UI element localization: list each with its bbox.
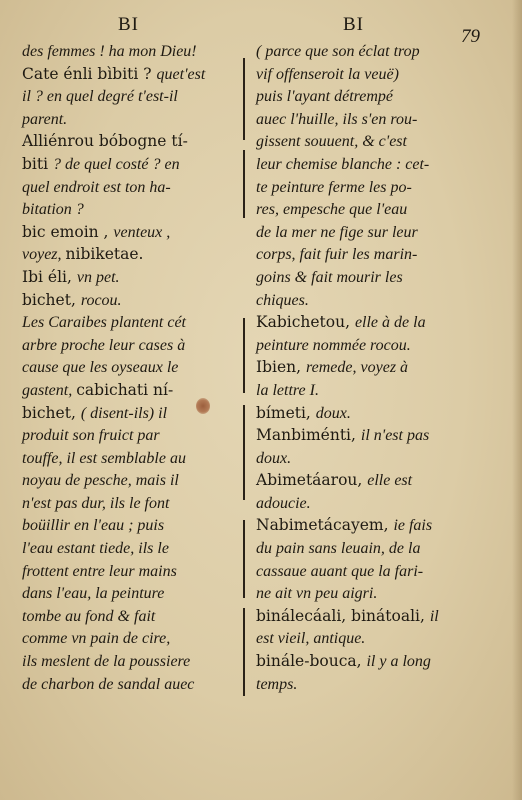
italic-text: leur chemise blanche : cet- <box>256 155 430 173</box>
text-line <box>256 379 504 402</box>
italic-text: du pain sans leuain, de la <box>256 540 421 558</box>
text-line <box>22 379 240 402</box>
text-line <box>256 514 504 537</box>
italic-text: bitation ? <box>22 201 84 219</box>
text-line <box>22 334 240 357</box>
text-line <box>22 130 240 153</box>
italic-text: il ? en quel degré t'est-il <box>22 88 178 106</box>
right-column <box>256 40 504 695</box>
italic-text: touffe, il est semblable au <box>22 449 186 467</box>
ink-stain <box>196 398 210 414</box>
text-line <box>22 673 240 696</box>
column-rule <box>243 58 245 140</box>
roman-text: Ibien, <box>256 358 307 377</box>
text-line <box>256 605 504 628</box>
text-line <box>256 176 504 199</box>
italic-text: produit son fruict par <box>22 427 160 445</box>
text-line <box>256 650 504 673</box>
text-line <box>256 108 504 131</box>
text-line <box>22 176 240 199</box>
column-rule <box>243 150 245 218</box>
italic-text: Les Caraibes plantent cét <box>22 314 186 332</box>
italic-text: vif offenseroit la veuë) <box>256 65 399 83</box>
italic-text: doux. <box>315 404 351 422</box>
roman-text: binálecáali, binátoali, <box>256 606 430 625</box>
text-line <box>256 130 504 153</box>
italic-text: tombe au fond & fait <box>22 607 156 625</box>
italic-text: remede, voyez à <box>306 359 409 377</box>
text-line <box>256 63 504 86</box>
italic-text: frottent entre leur mains <box>22 562 177 580</box>
text-line <box>256 469 504 492</box>
italic-text: temps. <box>256 675 298 693</box>
text-line <box>256 560 504 583</box>
italic-text: parent. <box>22 110 68 128</box>
text-line <box>256 492 504 515</box>
text-line <box>22 627 240 650</box>
text-line <box>22 266 240 289</box>
italic-text: ne ait vn peu aigri. <box>256 585 378 603</box>
text-line <box>22 356 240 379</box>
text-line <box>256 537 504 560</box>
italic-text: goins & fait mourir les <box>256 268 403 286</box>
italic-text: voyez, <box>22 246 66 264</box>
italic-text: ie fais <box>393 517 433 535</box>
italic-text: ? de quel costé ? en <box>53 155 180 173</box>
text-line <box>256 582 504 605</box>
text-line <box>256 221 504 244</box>
text-line <box>22 289 240 312</box>
italic-text: vn pet. <box>76 268 120 286</box>
italic-text: ( disent-ils) il <box>80 404 168 422</box>
roman-text: Manbiménti, <box>256 426 361 445</box>
italic-text: ( parce que son éclat trop <box>256 43 420 60</box>
text-line <box>256 627 504 650</box>
italic-text: il n'est pas <box>360 427 430 445</box>
roman-text: Nabimetácayem, <box>256 516 394 535</box>
roman-text: bic emoin , <box>22 222 114 241</box>
italic-text: arbre proche leur cases à <box>22 336 186 354</box>
roman-text: Abimetáarou, <box>256 471 368 490</box>
text-line <box>256 673 504 696</box>
italic-text: adoucie. <box>256 494 311 512</box>
text-line <box>22 492 240 515</box>
roman-text: biti <box>22 154 53 173</box>
italic-text: de la mer ne fige sur leur <box>256 223 418 241</box>
italic-text: cassaue auant que la fari- <box>256 562 424 580</box>
left-column <box>22 40 240 695</box>
italic-text: corps, fait fuir les marin- <box>256 246 418 264</box>
roman-text: Ibi éli, <box>22 267 77 286</box>
italic-text: res, empesche que l'eau <box>256 201 408 219</box>
text-line <box>22 560 240 583</box>
roman-text: nibiketae. <box>65 245 144 264</box>
text-line <box>22 40 240 63</box>
text-line <box>256 289 504 312</box>
text-line <box>256 447 504 470</box>
italic-text: la lettre I. <box>256 381 319 399</box>
italic-text: noyau de pesche, mais il <box>22 472 179 490</box>
text-line <box>22 153 240 176</box>
italic-text: gissent souuent, & c'est <box>256 133 407 151</box>
roman-text: Cate énli bìbiti ? <box>22 64 157 83</box>
italic-text: ils meslent de la poussiere <box>22 653 191 671</box>
text-line <box>22 447 240 470</box>
italic-text: gastent, <box>22 381 77 399</box>
italic-text: quet'est <box>156 65 206 83</box>
italic-text: elle est <box>367 472 413 490</box>
column-rule <box>243 318 245 393</box>
italic-text: rocou. <box>80 291 122 309</box>
text-line <box>22 85 240 108</box>
page-edge-shadow <box>512 0 522 800</box>
text-line <box>22 108 240 131</box>
italic-text: il <box>429 607 439 625</box>
italic-text: doux. <box>256 449 292 467</box>
italic-text: cause que les oyseaux le <box>22 359 179 377</box>
text-line <box>22 243 240 266</box>
italic-text: boüillir en l'eau ; puis <box>22 517 165 535</box>
italic-text: l'eau estant tiede, ils le <box>22 540 169 558</box>
roman-text: Kabichetou, <box>256 313 355 332</box>
text-line <box>22 605 240 628</box>
italic-text: est vieil, antique. <box>256 630 366 648</box>
text-line <box>256 311 504 334</box>
text-line <box>22 198 240 221</box>
text-line <box>256 334 504 357</box>
text-line <box>22 514 240 537</box>
running-head-right: BI <box>343 14 364 35</box>
roman-text: bichet, <box>22 403 81 422</box>
italic-text: peinture nommée rocou. <box>256 336 411 354</box>
italic-text: elle à de la <box>354 314 426 332</box>
roman-text: cabichati ní- <box>76 380 174 399</box>
italic-text: n'est pas dur, ils le font <box>22 494 170 512</box>
column-rule <box>243 608 245 696</box>
roman-text: bichet, <box>22 290 81 309</box>
text-line <box>256 153 504 176</box>
italic-text: des femmes ! ha mon Dieu! <box>22 43 197 60</box>
text-line <box>256 424 504 447</box>
roman-text: binále-bouca, <box>256 652 367 671</box>
text-line <box>256 402 504 425</box>
text-line <box>256 198 504 221</box>
column-rule <box>243 405 245 500</box>
text-line <box>256 266 504 289</box>
italic-text: te peinture ferme les po- <box>256 178 412 196</box>
text-line <box>22 424 240 447</box>
page-number: 79 <box>461 26 480 47</box>
text-line <box>256 243 504 266</box>
roman-text: Alliénrou bóbogne tí- <box>22 132 188 151</box>
text-line <box>256 356 504 379</box>
italic-text: chiques. <box>256 291 309 309</box>
italic-text: comme vn pain de cire, <box>22 630 171 648</box>
text-line <box>22 221 240 244</box>
text-line <box>22 469 240 492</box>
text-line <box>22 650 240 673</box>
italic-text: quel endroit est ton ha- <box>22 178 171 196</box>
text-line <box>22 63 240 86</box>
text-line <box>256 85 504 108</box>
italic-text: auec l'huille, ils s'en rou- <box>256 110 418 128</box>
column-rule <box>243 520 245 598</box>
text-line <box>22 582 240 605</box>
italic-text: dans l'eau, la peinture <box>22 585 165 603</box>
text-line <box>22 311 240 334</box>
italic-text: il y a long <box>366 653 431 671</box>
running-head-left: BI <box>118 14 139 35</box>
italic-text: de charbon de sandal auec <box>22 675 195 693</box>
italic-text: venteux , <box>113 223 171 241</box>
text-line <box>256 40 504 63</box>
text-line <box>22 537 240 560</box>
roman-text: bímeti, <box>256 403 316 422</box>
italic-text: puis l'ayant détrempé <box>256 88 394 106</box>
